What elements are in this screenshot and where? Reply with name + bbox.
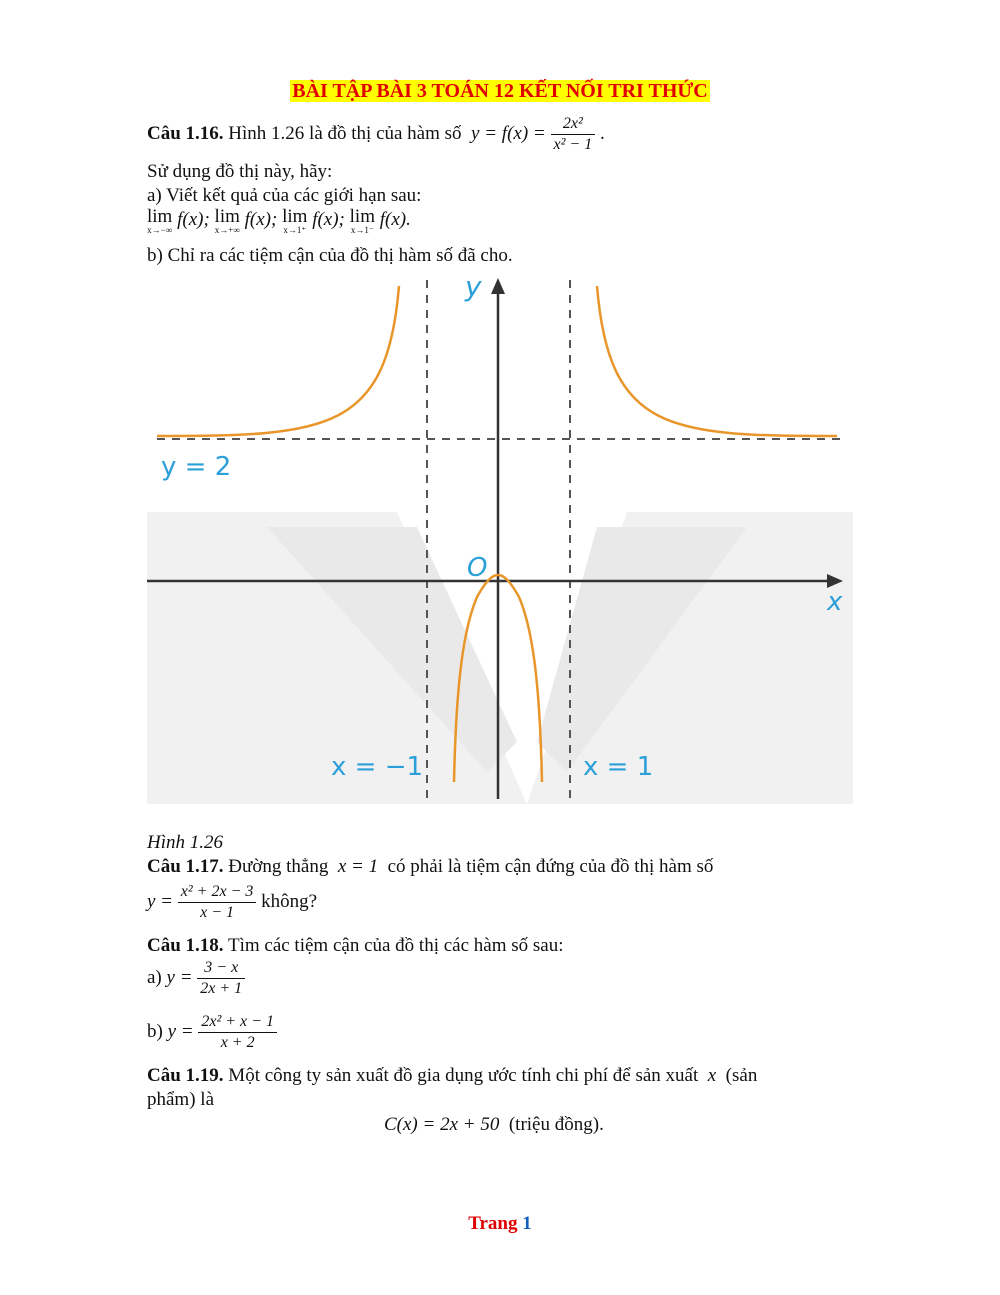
figure-caption: Hình 1.26: [147, 832, 223, 853]
page-footer: Trang 1: [468, 1213, 532, 1234]
function-fraction: $\frac{\text{2x²}}{\text{x² − 1}}$: [551, 114, 596, 155]
graph-figure: [147, 272, 853, 804]
question-1-17-function: y = $\frac{\text{x² + 2x − 3}}{x - 1}$ không?: [147, 883, 318, 921]
y-axis-label: y: [465, 272, 482, 303]
limit-item: lim x→+∞: [214, 206, 240, 235]
vertical-asymptote-left-label: x = −1: [331, 752, 424, 782]
limits-row: lim x→−∞ f(x); lim x→+∞ f(x); lim x→1⁺ f(x); lim x→1⁻ f(x).: [147, 206, 411, 235]
instruction-text: Sử dụng đồ thị này, hãy:: [147, 161, 333, 182]
question-1-18-a: a) y = $\frac{3 - x}{2x + 1}$: [147, 958, 245, 999]
page-title: BÀI TẬP BÀI 3 TOÁN 12 KẾT NỐI TRI THỨC: [292, 80, 708, 102]
vertical-asymptote-right-label: x = 1: [583, 752, 654, 782]
x-axis-label: x: [827, 587, 843, 617]
question-1-19-continuation: phẩm) là: [147, 1089, 215, 1110]
function-lhs: y = f(x) =: [471, 122, 546, 144]
question-label: Câu 1.18.: [147, 935, 224, 956]
question-1-17: Câu 1.17. Đường thẳng x = 1 có phải là tiệm cận đứng của đồ thị hàm số: [147, 856, 714, 877]
origin-label: O: [467, 553, 488, 583]
question-1-18-b: b) y = $\frac{\text{2x² + x − 1}}{x + 2}$: [147, 1012, 277, 1053]
horizontal-asymptote-label: y = 2: [161, 452, 232, 482]
limit-item: lim x→−∞: [147, 206, 173, 235]
limit-item: lim x→1⁺: [282, 206, 308, 235]
question-label: Câu 1.17.: [147, 856, 224, 877]
question-label: Câu 1.19.: [147, 1065, 224, 1086]
page-number: 1: [522, 1213, 532, 1234]
question-1-16: Câu 1.16. Hình 1.26 là đồ thị của hàm số y = f(x) = $\frac{\text{2x²}}{\text{x² − 1}}$ .: [147, 115, 605, 153]
part-b-text: b) Chỉ ra các tiệm cận của đồ thị hàm số đã cho.: [147, 245, 513, 266]
question-1-19: Câu 1.19. Một công ty sản xuất đồ gia dụng ước tính chi phí để sản xuất x (sản: [147, 1065, 758, 1086]
question-label: Câu 1.16.: [147, 122, 224, 144]
question-1-18: Câu 1.18. Tìm các tiệm cận của đồ thị các hàm số sau:: [147, 935, 564, 956]
cost-formula: C(x) = 2x + 50 (triệu đồng).: [384, 1114, 604, 1135]
limit-item: lim x→1⁻: [349, 206, 375, 235]
part-a-text: a) Viết kết quả của các giới hạn sau:: [147, 185, 422, 206]
